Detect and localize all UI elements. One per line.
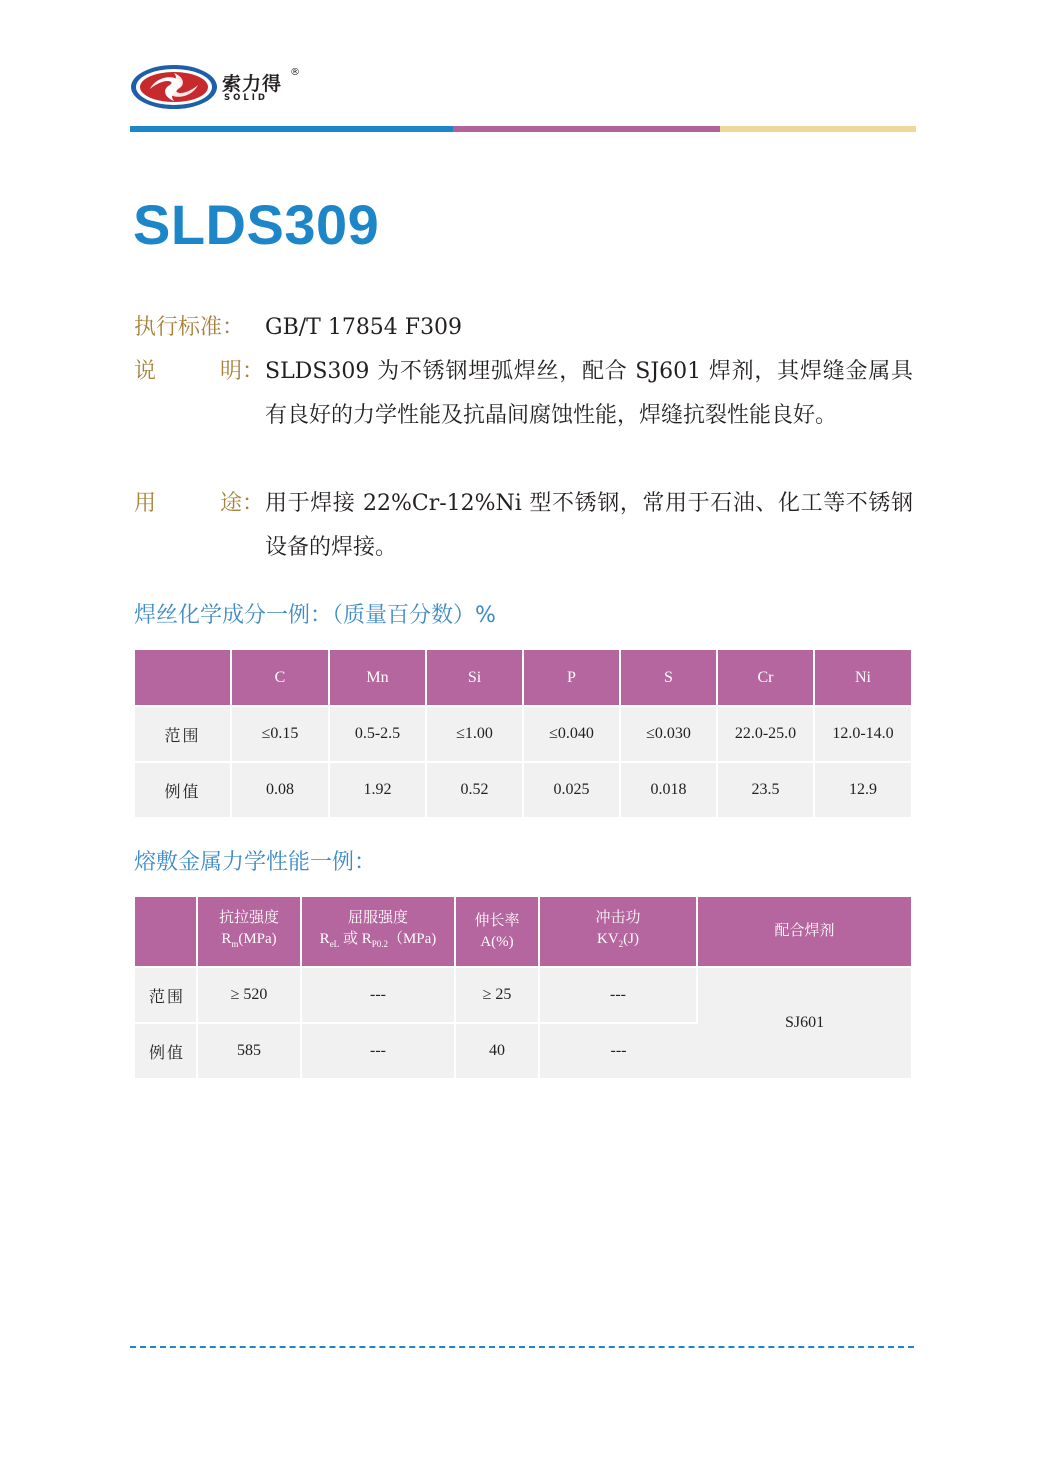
table-cell: --- (539, 1023, 697, 1078)
chem-header-cell: P (523, 650, 620, 706)
standard-row (134, 306, 914, 350)
chem-header-cell: Si (426, 650, 523, 706)
mech-header-elongation: 伸长率 A(%) (455, 897, 539, 967)
flux-cell: SJ601 (697, 967, 911, 1078)
table-cell: ≤1.00 (426, 706, 523, 762)
table-cell: ≤0.040 (523, 706, 620, 762)
mech-header-tensile: 抗拉强度 $R_m(MPa)$ (197, 897, 301, 967)
table-cell: --- (301, 1023, 455, 1078)
table-cell: 12.0-14.0 (814, 706, 911, 762)
table-cell: ≤0.15 (231, 706, 329, 762)
table-cell: 1.92 (329, 762, 426, 817)
table-cell: 0.025 (523, 762, 620, 817)
standard-label: 执行标准： (134, 315, 245, 340)
row-label: 例值 (135, 762, 231, 817)
mech-header-flux: 配合焊剂 (697, 897, 911, 967)
table-row (135, 967, 911, 1023)
table-cell: 0.5-2.5 (329, 706, 426, 762)
row-label: 例值 (135, 1023, 197, 1078)
header-bar-magenta (453, 126, 720, 132)
mech-header-impact: 冲击功 $KV_2(J)$ (539, 897, 697, 967)
table-cell: --- (301, 967, 455, 1023)
chem-header-cell: Ni (814, 650, 911, 706)
brand-name-cn: 索力得 (222, 73, 283, 95)
row-label: 范围 (135, 967, 197, 1023)
chem-header-cell: S (620, 650, 717, 706)
logo-emblem-icon (130, 63, 220, 111)
table-cell: 23.5 (717, 762, 814, 817)
header-bar-sand (720, 126, 916, 132)
standard-value: GB/T 17854 F309 (265, 315, 463, 340)
table-row (135, 762, 911, 817)
usage-row (134, 482, 914, 570)
table-cell: 0.018 (620, 762, 717, 817)
brand-logo (130, 63, 310, 113)
chem-header-cell: Mn (329, 650, 426, 706)
footer-dashed-divider (130, 1346, 914, 1348)
table-cell: ≤0.030 (620, 706, 717, 762)
header-bar-blue (130, 126, 453, 132)
chem-table (135, 650, 911, 817)
table-cell: 0.08 (231, 762, 329, 817)
mech-header-cell (135, 897, 197, 967)
mech-header-yield: 屈服强度 $R_{eL}$ 或 $R_{P0.2}(MPa)$ (301, 897, 455, 967)
row-label: 范围 (135, 706, 231, 762)
table-cell: 22.0-25.0 (717, 706, 814, 762)
table-cell: 0.52 (426, 762, 523, 817)
chem-header-cell: C (231, 650, 329, 706)
product-title: SLDS309 (133, 193, 380, 256)
description-label: 说 明： (134, 359, 264, 384)
table-cell: 585 (197, 1023, 301, 1078)
table-cell: --- (539, 967, 697, 1023)
table-cell: 12.9 (814, 762, 911, 817)
mech-header-row (135, 897, 911, 967)
chem-header-cell (135, 650, 231, 706)
chem-header-row (135, 650, 911, 706)
usage-label: 用 途： (134, 491, 264, 516)
table-cell: ≥ 520 (197, 967, 301, 1023)
description-value: SLDS309 为不锈钢埋弧焊丝，配合 SJ601 焊剂，其焊缝金属具有良好的力学性能及抗晶间腐蚀性能，焊缝抗裂性能良好。 (265, 359, 913, 428)
table-row (135, 706, 911, 762)
table-cell: ≥ 25 (455, 967, 539, 1023)
description-row (134, 350, 914, 482)
chem-section-title: 焊丝化学成分一例：（质量百分数）% (134, 603, 496, 628)
chem-header-cell: Cr (717, 650, 814, 706)
registered-mark: ® (290, 67, 300, 78)
mech-section-title: 熔敷金属力学性能一例： (134, 850, 377, 875)
mech-table (135, 897, 911, 1078)
brand-name-en: SOLID (224, 93, 268, 103)
usage-value: 用于焊接 22%Cr-12%Ni 型不锈钢，常用于石油、化工等不锈钢设备的焊接。 (265, 491, 913, 560)
table-cell: 40 (455, 1023, 539, 1078)
